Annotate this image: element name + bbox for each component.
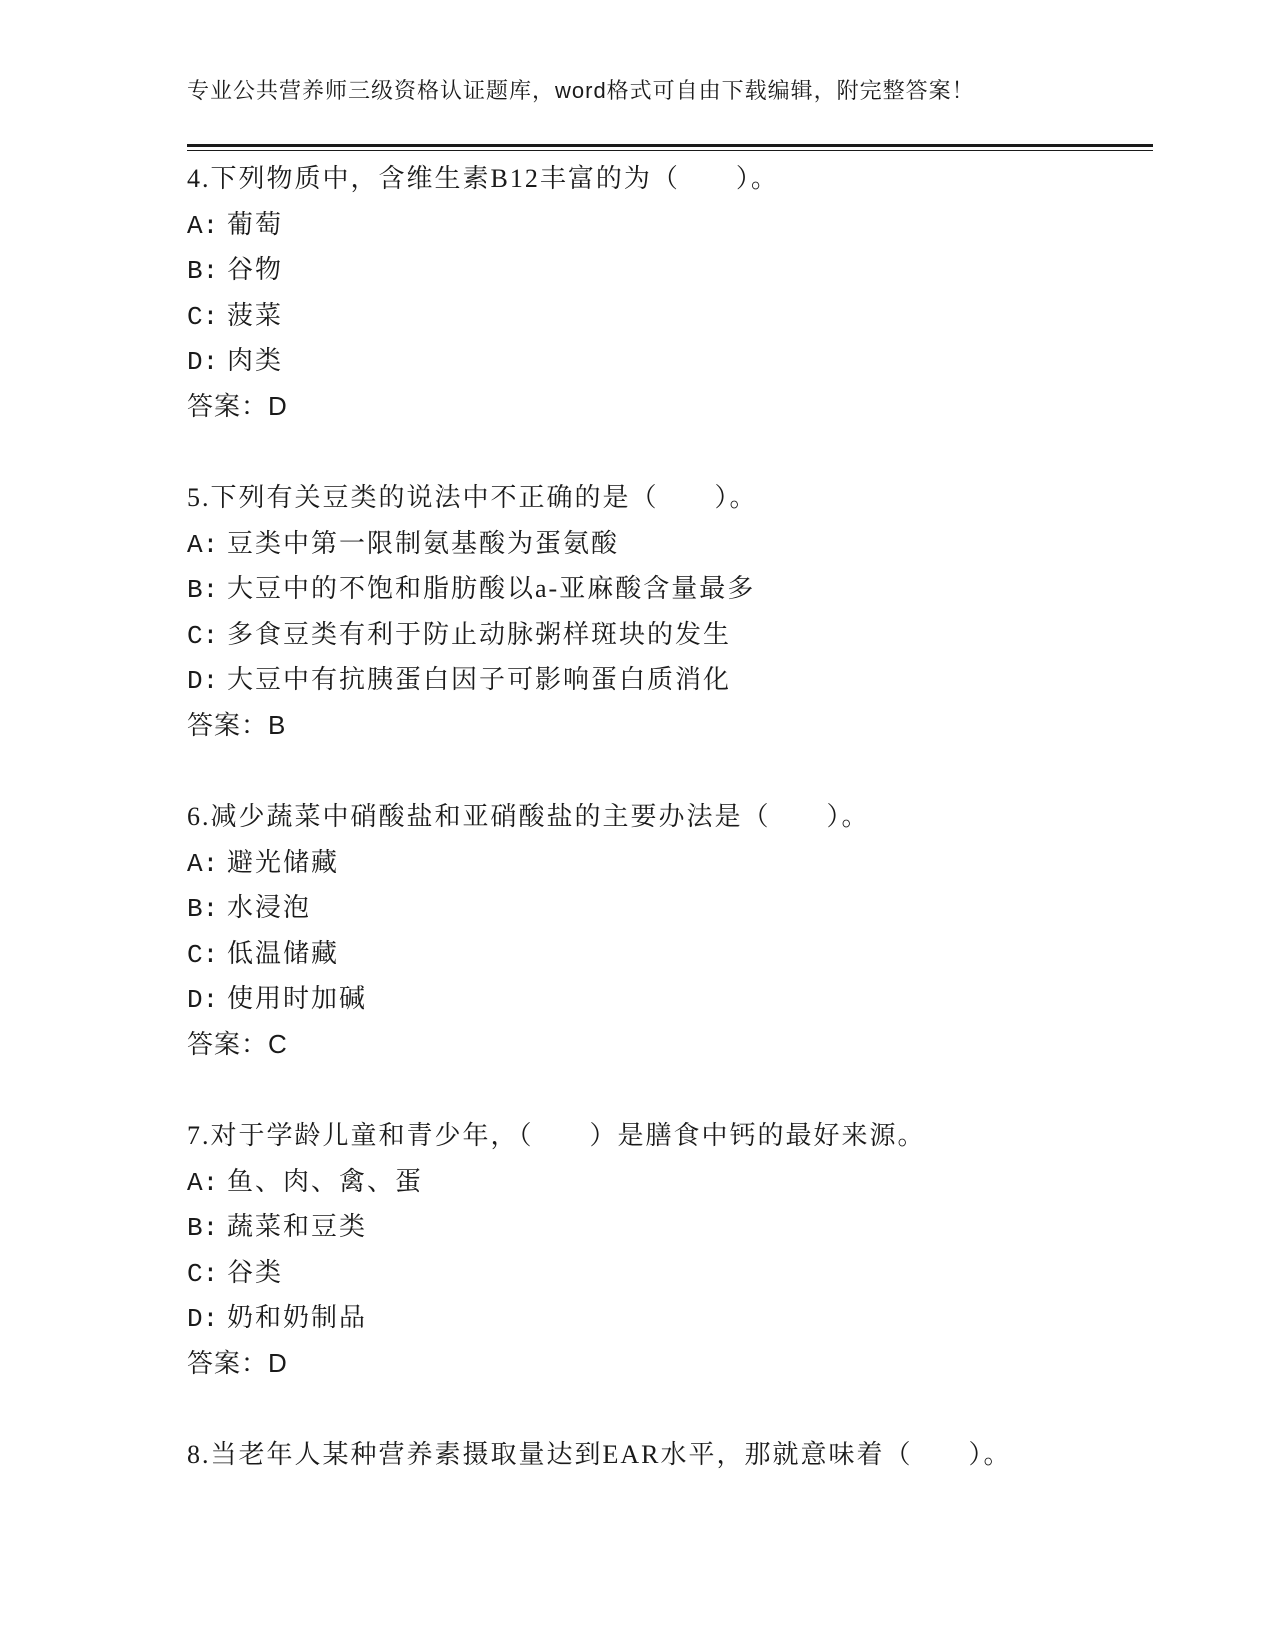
- option-letter: D:: [187, 347, 219, 377]
- question-stem: 7.对于学龄儿童和青少年，（ ）是膳食中钙的最好来源。: [187, 1121, 926, 1150]
- option-letter: B:: [187, 1213, 219, 1243]
- option-text: 谷物: [227, 255, 284, 284]
- answer-line: 答案：D: [187, 1347, 288, 1378]
- option-c: [187, 293, 1153, 339]
- answer-line: 答案：C: [187, 1028, 288, 1059]
- option-letter: C:: [187, 1258, 219, 1289]
- question-stem: 6.减少蔬菜中硝酸盐和亚硝酸盐的主要办法是（ ）。: [187, 802, 870, 831]
- option-text: 大豆中有抗胰蛋白因子可影响蛋白质消化: [227, 665, 732, 694]
- option-text: 使用时加碱: [227, 984, 368, 1013]
- question-stem: 8.当老年人某种营养素摄取量达到EAR水平，那就意味着（ ）。: [187, 1440, 1012, 1469]
- header-divider-thick: [187, 144, 1153, 147]
- option-letter: B:: [187, 256, 219, 286]
- option-d: [187, 976, 1153, 1022]
- answer-line: 答案：B: [187, 709, 287, 740]
- question-list: [187, 156, 1153, 1524]
- option-letter: D:: [187, 985, 219, 1015]
- option-letter: A:: [187, 848, 219, 879]
- option-a: [187, 202, 1153, 248]
- option-b: [187, 1204, 1153, 1250]
- option-text: 避光储藏: [227, 847, 340, 877]
- option-letter: A:: [187, 1167, 219, 1198]
- option-text: 菠菜: [227, 300, 284, 330]
- option-letter: C:: [187, 939, 219, 970]
- option-text: 低温储藏: [227, 938, 340, 968]
- answer-line: 答案：D: [187, 390, 288, 421]
- option-letter: D:: [187, 666, 219, 696]
- option-letter: C:: [187, 301, 219, 332]
- question-stem: 5.下列有关豆类的说法中不正确的是（ ）。: [187, 483, 758, 512]
- option-a: [187, 840, 1153, 886]
- option-text: 水浸泡: [227, 893, 312, 922]
- question-5: [187, 475, 1153, 748]
- option-letter: B:: [187, 894, 219, 924]
- header-divider-thin: [187, 150, 1153, 151]
- page-header: 专业公共营养师三级资格认证题库，word格式可自由下载编辑，附完整答案！: [187, 78, 975, 103]
- option-text: 葡萄: [227, 209, 284, 239]
- option-d: [187, 338, 1153, 384]
- option-letter: A:: [187, 210, 219, 241]
- option-letter: B:: [187, 575, 219, 605]
- option-letter: C:: [187, 620, 219, 651]
- option-text: 肉类: [227, 346, 284, 375]
- option-text: 豆类中第一限制氨基酸为蛋氨酸: [227, 528, 620, 558]
- option-text: 谷类: [227, 1257, 284, 1287]
- option-d: [187, 1295, 1153, 1341]
- question-stem: 4.下列物质中，含维生素B12丰富的为（ ）。: [187, 164, 779, 193]
- option-text: 鱼、肉、禽、蛋: [227, 1166, 424, 1196]
- question-8: [187, 1432, 1153, 1478]
- option-text: 大豆中的不饱和脂肪酸以a-亚麻酸含量最多: [227, 574, 756, 603]
- option-letter: D:: [187, 1304, 219, 1334]
- question-4: [187, 156, 1153, 429]
- question-7: [187, 1113, 1153, 1386]
- option-a: [187, 1159, 1153, 1205]
- question-6: [187, 794, 1153, 1067]
- option-text: 蔬菜和豆类: [227, 1212, 368, 1241]
- option-c: [187, 1250, 1153, 1296]
- option-d: [187, 657, 1153, 703]
- option-c: [187, 612, 1153, 658]
- option-text: 多食豆类有利于防止动脉粥样斑块的发生: [227, 619, 732, 649]
- option-a: [187, 521, 1153, 567]
- option-b: [187, 885, 1153, 931]
- option-letter: A:: [187, 529, 219, 560]
- option-b: [187, 247, 1153, 293]
- option-c: [187, 931, 1153, 977]
- option-text: 奶和奶制品: [227, 1303, 368, 1332]
- option-b: [187, 566, 1153, 612]
